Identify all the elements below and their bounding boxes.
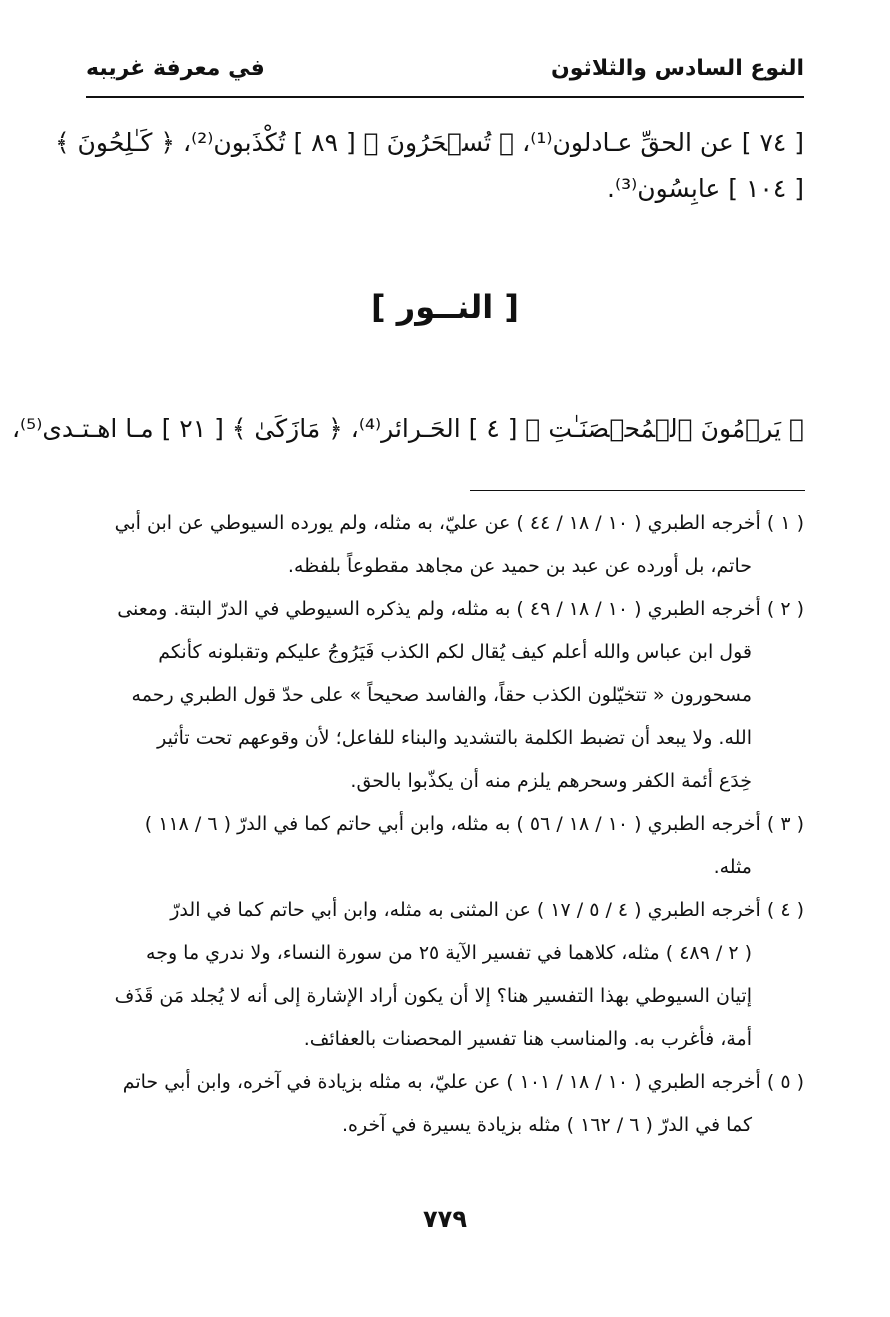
footnote-divider — [470, 490, 805, 491]
footnote-line: ( ٤ ) أخرجه الطبري ( ٤ / ٥ / ١٧ ) عن المثنى به مثله، وابن أبي حاتم كما في الدرّ — [170, 899, 804, 921]
footnote-line: قول ابن عباس والله أعلم كيف يُقال لكم الكذب فَيَرُوجُ عليكم وتقبلونه كأنكم — [158, 641, 752, 663]
surah-heading: [ النــور ] — [371, 288, 519, 326]
text-line: [ ١٠٤ ] عابِسُون⁽³⁾. — [607, 174, 804, 203]
footnote-line: مسحورون « تتخيّلون الكذب حقاً، والفاسد صحيحاً » على حدّ قول الطبري رحمه — [131, 684, 752, 706]
footnote-line: ( ٢ ) أخرجه الطبري ( ١٠ / ١٨ / ٤٩ ) به مثله، ولم يذكره السيوطي في الدرّ البتة. ومعنى — [117, 598, 804, 620]
footnote-3 — [86, 803, 804, 889]
top-paragraph — [54, 120, 804, 212]
text-line: [ ٧٤ ] عن الحقِّ عـادلون⁽¹⁾، ﴿ تُسۡحَرُونَ ﴾ [ ٨٩ ] تُكْذَبون⁽²⁾، ﴿ كَـٰلِحُونَ ﴾ — [54, 128, 804, 157]
footnote-1 — [86, 502, 804, 588]
footnote-line: خِدَع أئمة الكفر وسحرهم يلزم منه أن يكذّبوا بالحق. — [350, 770, 752, 792]
verse-paragraph — [11, 406, 804, 452]
footnote-line: كما في الدرّ ( ٦ / ١٦٢ ) مثله بزيادة يسيرة في آخره. — [342, 1114, 752, 1136]
footnote-5 — [86, 1061, 804, 1147]
footnote-line: ( ١ ) أخرجه الطبري ( ١٠ / ١٨ / ٤٤ ) عن عليّ، به مثله، ولم يورده السيوطي عن ابن أبي — [114, 512, 804, 534]
footnote-line: ( ٣ ) أخرجه الطبري ( ١٠ / ١٨ / ٥٦ ) به مثله، وابن أبي حاتم كما في الدرّ ( ٦ / ١١٨ ) — [144, 813, 804, 835]
text-line: ﴿ يَرۡمُونَ ٱلۡمُحۡصَنَـٰتِ ﴾ [ ٤ ] الحَـرائر⁽⁴⁾، ﴿ مَازَكَىٰ ﴾ [ ٢١ ] مـا اهـتـدى⁽⁵⁾، — [11, 414, 804, 443]
footnote-line: إتيان السيوطي بهذا التفسير هنا؟ إلا أن يكون أراد الإشارة إلى أنه لا يُجلد مَن قَذَف — [114, 985, 752, 1007]
footnote-line: مثله. — [713, 856, 752, 878]
footnotes — [86, 502, 804, 1147]
footnote-line: ( ٢ / ٤٨٩ ) مثله، كلاهما في تفسير الآية ٢٥ من سورة النساء، ولا ندري ما وجه — [146, 942, 752, 964]
section-subtitle: في معرفة غريبه — [86, 56, 265, 81]
running-header — [86, 48, 804, 98]
footnote-line: أمة، فأغرب به. والمناسب هنا تفسير المحصنات بالعفائف. — [303, 1028, 752, 1050]
footnote-line: حاتم، بل أورده عن عبد بن حميد عن مجاهد مقطوعاً بلفظه. — [287, 555, 752, 577]
page-number: ٧٧٩ — [423, 1205, 467, 1233]
chapter-title: النوع السادس والثلاثون — [550, 56, 804, 81]
footnote-2 — [86, 588, 804, 803]
footnote-line: ( ٥ ) أخرجه الطبري ( ١٠ / ١٨ / ١٠١ ) عن عليّ، به مثله بزيادة في آخره، وابن أبي حاتم — [122, 1071, 804, 1093]
footnote-4 — [86, 889, 804, 1061]
footnote-line: الله. ولا يبعد أن تضبط الكلمة بالتشديد والبناء للفاعل؛ لأن وقوعهم تحت تأثير — [157, 727, 752, 749]
